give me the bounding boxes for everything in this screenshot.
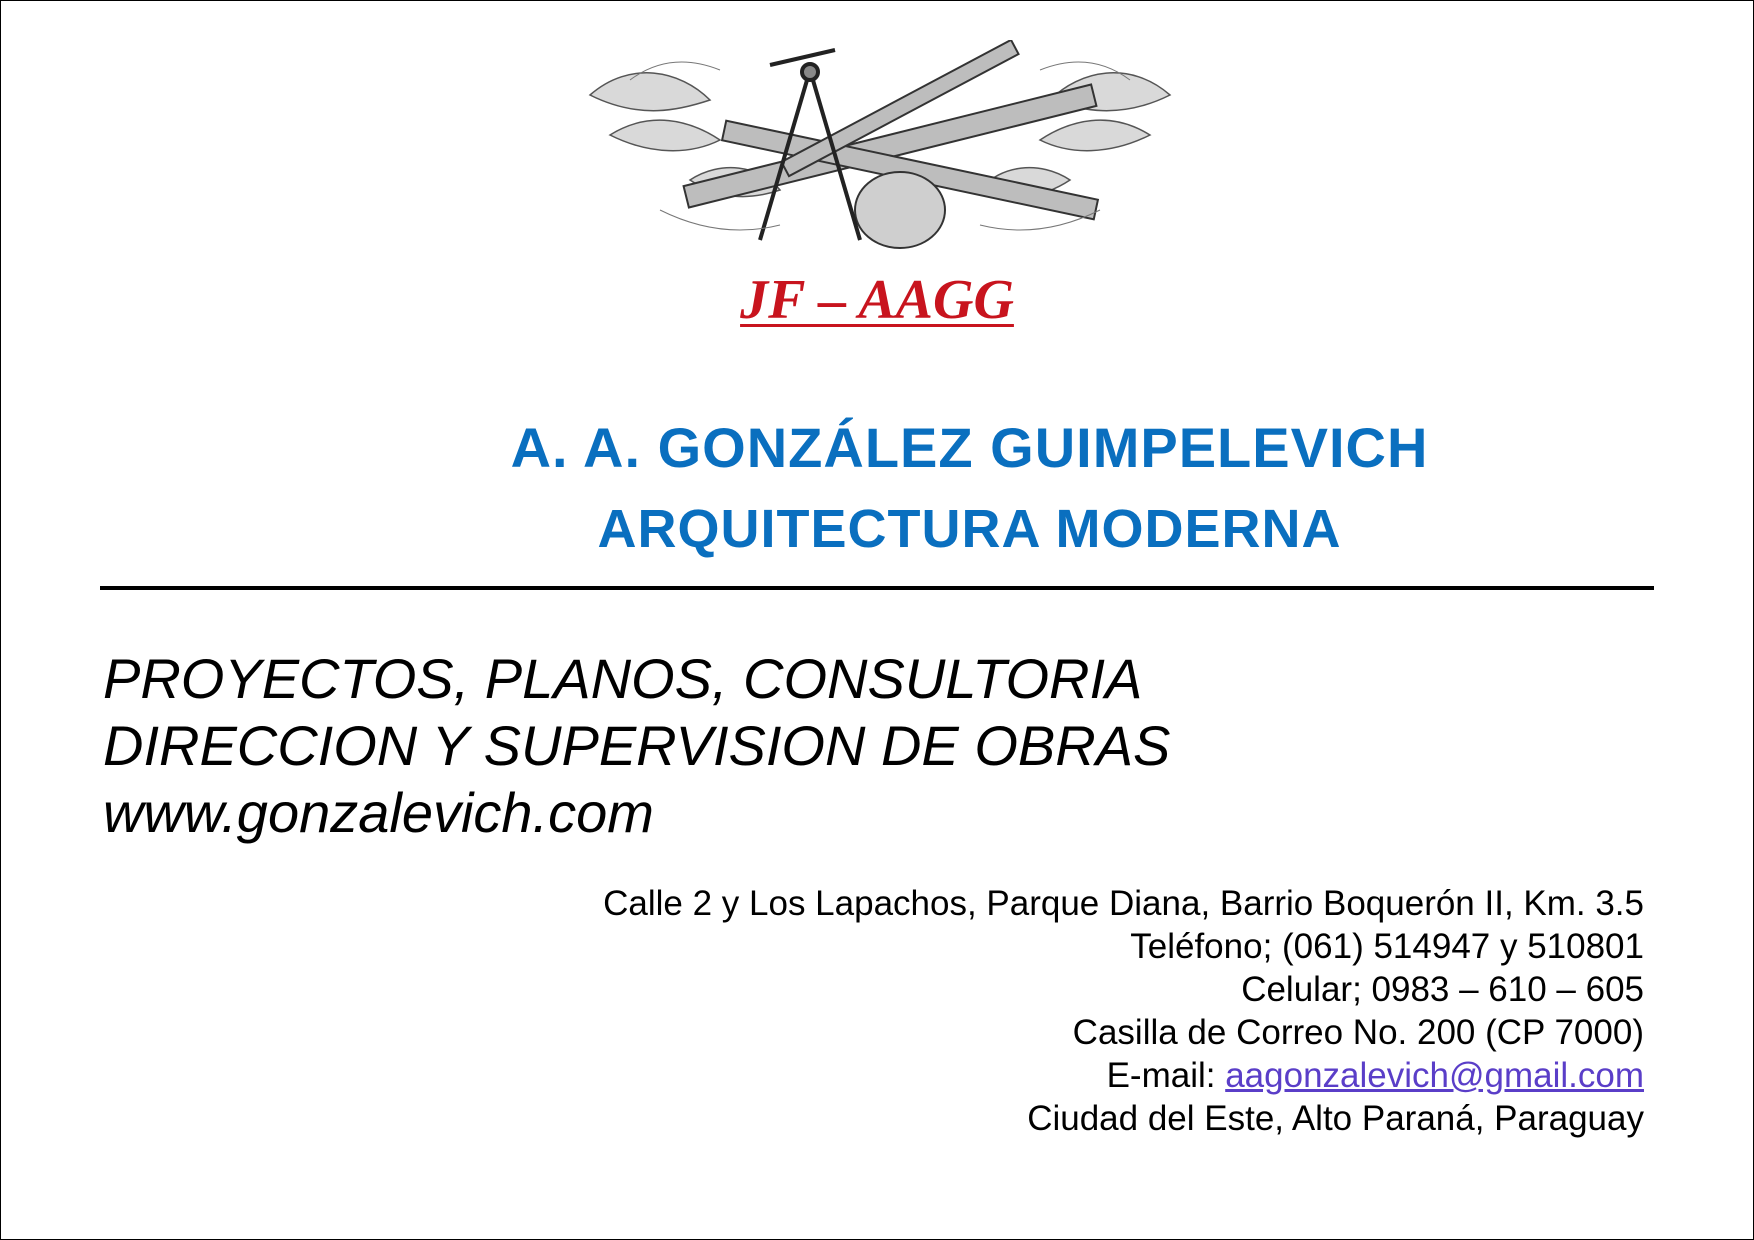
firm-subtitle: ARQUITECTURA MODERNA (597, 499, 1342, 559)
email-link[interactable]: aagonzalevich@gmail.com (1225, 1056, 1644, 1095)
services-block (103, 645, 1170, 846)
email-line (603, 1054, 1644, 1097)
city-line: Ciudad del Este, Alto Paraná, Paraguay (1027, 1099, 1644, 1138)
firm-name: A. A. GONZÁLEZ GUIMPELEVICH (510, 416, 1429, 479)
services-line-1: PROYECTOS, PLANOS, CONSULTORIA (103, 647, 1143, 710)
website-link[interactable]: www.gonzalevich.com (103, 781, 654, 844)
address-line: Calle 2 y Los Lapachos, Parque Diana, Barrio Boquerón II, Km. 3.5 (603, 884, 1644, 923)
email-label: E-mail: (1106, 1056, 1226, 1095)
po-box-line: Casilla de Correo No. 200 (CP 7000) (1072, 1013, 1644, 1052)
phone-line: Teléfono; (061) 514947 y 510801 (1130, 927, 1644, 966)
services-line-2: DIRECCION Y SUPERVISION DE OBRAS (103, 714, 1171, 777)
monogram-text: JF – AAGG (740, 269, 1014, 331)
mobile-line: Celular; 0983 – 610 – 605 (1241, 970, 1644, 1009)
architect-tools-emblem-icon (570, 40, 1190, 255)
contact-block (603, 882, 1644, 1140)
divider-rule (100, 586, 1654, 590)
company-monogram (0, 269, 1754, 331)
